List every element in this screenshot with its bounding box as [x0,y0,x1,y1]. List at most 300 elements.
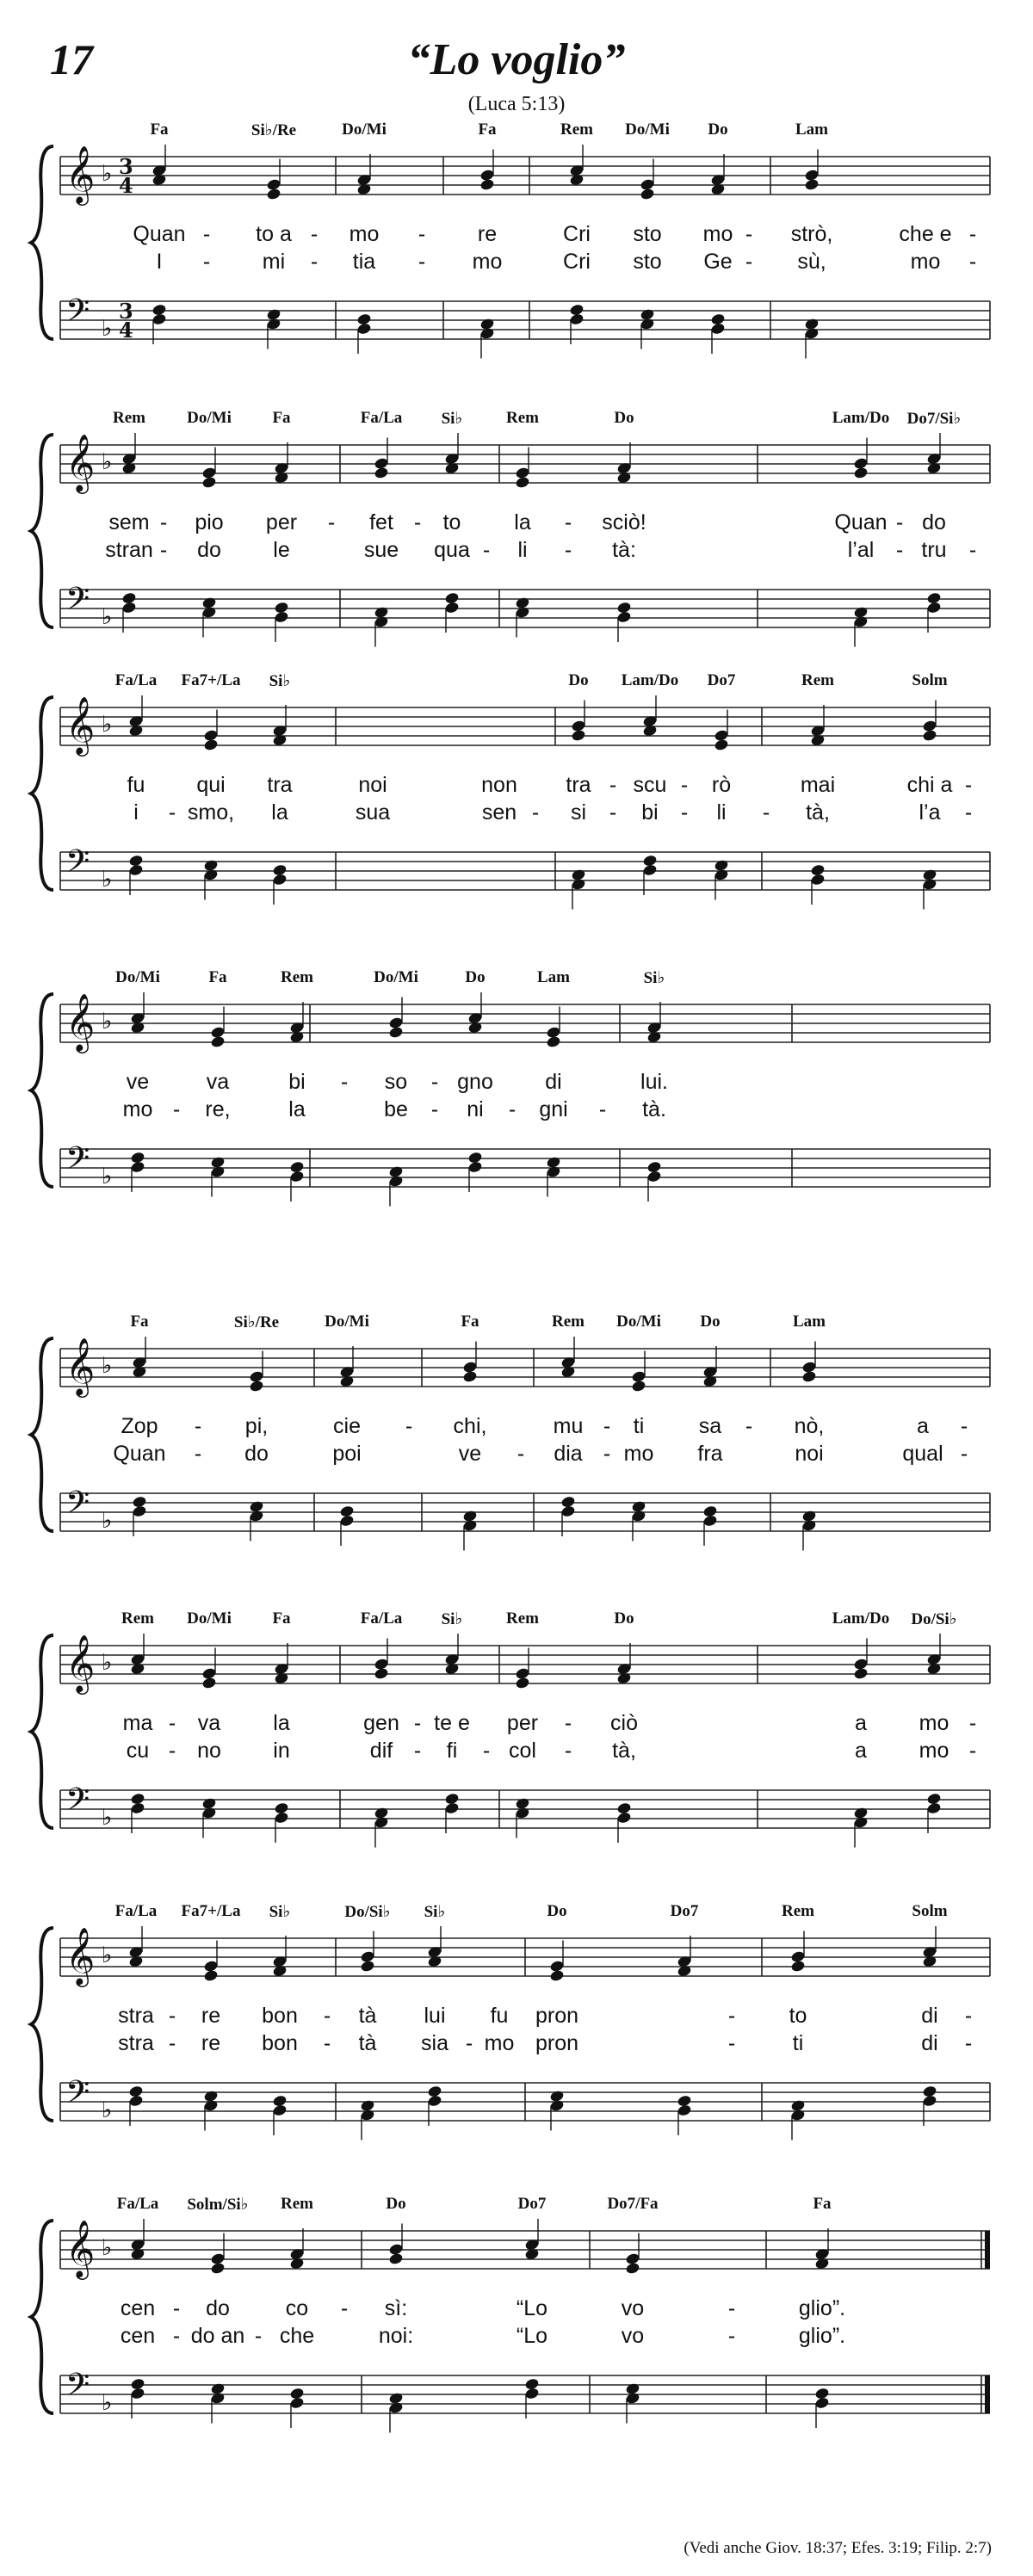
lyric-syllable: - [168,2031,176,2055]
key-signature-flat-icon: ♭ [102,1009,113,1035]
key-signature-flat-icon: ♭ [102,1943,113,1968]
lyric-syllable: poi [332,1442,362,1466]
lyric-syllable: - [194,1442,202,1466]
lyric-syllable: - [968,538,977,562]
music-system [0,2195,1033,2496]
lyric-syllable: to [789,2004,807,2028]
treble-staff [60,145,990,206]
lyric-syllable: fet [369,510,393,534]
lyric-syllable: Quan [834,510,888,534]
lyric-syllable: sù, [797,250,826,274]
treble-staff [60,1337,990,1398]
lyric-syllable: - [430,1070,439,1094]
lyric-syllable: to [442,510,461,534]
lyric-syllable: re [201,2031,221,2055]
lyric-syllable: tra [566,773,591,797]
lyric-syllable: - [168,2004,176,2028]
lyrics-verse-2 [0,2031,1033,2060]
key-signature-flat-icon: ♭ [102,1508,113,1534]
lyric-syllable: non [481,773,517,797]
lyric-syllable: mo [910,250,941,274]
lyric-syllable: - [960,1414,968,1438]
key-signature-flat-icon: ♭ [102,2390,113,2416]
lyric-syllable: - [465,2031,473,2055]
lyric-syllable: sa [698,1414,722,1438]
lyric-syllable: tà, [612,1739,636,1763]
lyric-syllable: ti [633,1414,645,1438]
lyric-syllable: to a [256,222,292,246]
bass-clef-icon: 𝄢 [65,293,90,337]
lyric-syllable: a [917,1414,929,1438]
chord-symbol: Si♭/Re [233,1313,280,1331]
lyric-syllable: Cri [563,250,591,274]
chord-symbol: Do [386,2195,406,2213]
lyric-syllable: do [922,510,946,534]
lyric-syllable: ciò [610,1711,638,1735]
chord-symbol: Do/Mi [187,409,232,427]
lyric-syllable: va [197,1711,221,1735]
lyric-syllable: - [323,2004,331,2028]
lyric-syllable: - [413,510,422,534]
lyric-syllable: dif [369,1739,393,1763]
lyric-syllable: sciò! [602,510,646,534]
chord-symbol: Fa7+/La [181,1902,241,1920]
lyric-syllable: mi [262,250,286,274]
lyrics-verse-1 [0,1711,1033,1740]
chord-symbol: Lam [793,1313,826,1331]
treble-clef-icon: 𝄞 [65,1926,96,1985]
lyrics-verse-2 [0,800,1033,830]
lyric-syllable: tà. [642,1097,666,1121]
bass-clef-icon: 𝄢 [65,2367,90,2411]
lyric-syllable: ve [126,1070,150,1094]
lyric-syllable: - [531,800,540,825]
lyric-syllable: sto [633,222,662,246]
lyric-syllable: - [202,250,211,274]
lyric-syllable: a [855,1711,867,1735]
lyrics-verse-2 [0,538,1033,567]
lyric-syllable: fra [697,1442,723,1466]
chord-symbol: Do/Mi [187,1609,232,1628]
lyric-syllable: tra [267,773,293,797]
lyric-syllable: noi: [378,2324,414,2348]
lyric-syllable: chi, [453,1414,487,1438]
lyric-syllable: cen [120,2296,156,2320]
lyric-syllable: - [964,773,973,797]
key-signature-flat-icon: ♭ [102,604,113,630]
chord-symbol: Do [614,1609,634,1628]
svg-text:4: 4 [119,173,133,198]
lyric-syllable: che [279,2324,315,2348]
lyrics-verse-1 [0,2004,1033,2033]
lyric-syllable: tà [358,2031,377,2055]
chord-symbol: Si♭ [269,1903,291,1921]
chord-symbol: Do7 [707,671,736,689]
chord-symbol: Do7 [670,1902,699,1920]
key-signature-flat-icon: ♭ [102,1650,113,1676]
chord-symbol: Si♭ [441,1610,463,1628]
chord-symbol: Rem [560,120,593,139]
lyric-syllable: - [745,250,753,274]
lyric-syllable: - [727,2031,736,2055]
lyric-syllable: - [964,2031,973,2055]
lyric-syllable: per [265,510,298,534]
chord-symbol: Si♭ [441,410,463,428]
lyric-syllable: ve [458,1442,482,1466]
lyric-syllable: glio”. [798,2324,846,2348]
lyrics-verse-1 [0,1414,1033,1443]
lyric-syllable: - [968,1739,977,1763]
lyric-syllable: do [197,538,221,562]
lyric-syllable: le [273,538,290,562]
lyric-syllable: stra [118,2004,154,2028]
lyrics-verse-1 [0,1070,1033,1099]
lyrics-verse-2 [0,1739,1033,1768]
treble-staff [60,992,990,1053]
bass-clef-icon: 𝄢 [65,1782,90,1825]
chord-symbol: Fa [813,2195,832,2213]
lyric-syllable: - [159,538,168,562]
chord-symbol: Do [568,671,589,689]
lyric-syllable: “Lo [516,2296,548,2320]
lyric-syllable: in [273,1739,290,1763]
lyric-syllable: - [172,2324,181,2348]
chord-symbol: Do/Mi [616,1313,661,1331]
lyric-syllable: vo [621,2296,645,2320]
lyric-syllable: l’al [847,538,875,562]
lyric-syllable: nò, [794,1414,825,1438]
lyric-syllable: mo [702,222,733,246]
lyric-syllable: - [609,773,617,797]
chord-symbol: Fa [130,1313,149,1331]
chord-symbol: Do [708,120,728,139]
lyric-syllable: la [288,1097,306,1121]
bass-clef-icon: 𝄢 [65,1485,90,1529]
footnote-references: (Vedi anche Giov. 18:37; Efes. 3:19; Filip. 2:7) [684,2539,992,2557]
treble-staff [60,695,990,757]
chord-symbol: Fa [461,1313,479,1331]
chord-symbol: Rem [281,968,313,986]
lyric-syllable: mo [122,1097,153,1121]
lyric-syllable: qual [902,1442,943,1466]
key-signature-flat-icon: ♭ [102,712,113,738]
lyric-syllable: la [514,510,531,534]
lyric-syllable: mo [919,1739,949,1763]
lyric-syllable: - [310,222,319,246]
lyric-syllable: Cri [563,222,591,246]
lyric-syllable: re [201,2004,221,2028]
key-signature-flat-icon: ♭ [102,316,113,342]
lyric-syllable: pron [535,2004,579,2028]
lyric-syllable: qui [196,773,226,797]
lyric-syllable: - [516,1442,525,1466]
lyric-syllable: - [159,510,168,534]
lyric-syllable: - [895,510,904,534]
lyric-syllable: - [598,1097,607,1121]
lyric-syllable: - [727,2324,736,2348]
lyric-syllable: di [545,1070,562,1094]
lyric-syllable: - [194,1414,202,1438]
lyric-syllable: - [609,800,617,825]
lyric-syllable: te e [434,1711,470,1735]
lyric-syllable: fu [490,2004,509,2028]
lyric-syllable: mo [623,1442,654,1466]
bass-staff [60,2367,990,2416]
chord-symbol: Rem [506,409,539,427]
scripture-reference: (Luca 5:13) [467,93,566,115]
lyric-syllable: mo [349,222,380,246]
chord-symbol: Fa/La [114,1902,158,1920]
chord-symbol: Fa [272,409,291,427]
lyric-syllable: fi [446,1739,458,1763]
music-system [0,1313,1033,1614]
lyric-syllable: sem [108,510,150,534]
lyric-syllable: re [477,222,498,246]
chord-symbol: Do/Si♭ [911,1610,957,1628]
music-system [0,968,1033,1269]
lyric-syllable: - [603,1414,611,1438]
music-system [0,1902,1033,2203]
chord-symbol: Fa [208,968,227,986]
lyric-syllable: li [716,800,727,825]
lyric-syllable: cen [120,2324,156,2348]
lyrics-verse-2 [0,1442,1033,1471]
chord-symbol: Do/Mi [374,968,418,986]
key-signature-flat-icon: ♭ [102,161,113,187]
lyric-syllable: - [960,1442,968,1466]
chord-symbol: Rem [801,671,834,689]
lyric-syllable: scu [633,773,667,797]
music-system [0,120,1033,422]
lyric-syllable: che e [899,222,952,246]
lyric-syllable: tà [358,2004,377,2028]
svg-text:3: 3 [119,299,133,324]
lyric-syllable: fu [127,773,145,797]
lyric-syllable: - [327,510,336,534]
lyric-syllable: - [564,510,572,534]
treble-clef-icon: 𝄞 [65,1634,96,1692]
lyric-syllable: - [340,1070,349,1094]
chord-symbol: Do/Mi [625,120,670,139]
key-signature-flat-icon: ♭ [102,1164,113,1189]
chord-symbol: Rem [121,1609,154,1628]
treble-clef-icon: 𝄞 [65,992,96,1051]
chord-symbol: Do/Mi [115,968,160,986]
chord-symbol: Rem [506,1609,539,1628]
lyric-syllable: - [482,1739,491,1763]
lyric-syllable: bi [288,1070,306,1094]
lyric-syllable: gen [363,1711,399,1735]
treble-clef-icon: 𝄞 [65,2219,96,2277]
lyric-syllable: noi [358,773,387,797]
chord-symbol: Fa/La [360,1609,403,1628]
chord-symbol: Do7/Fa [607,2195,659,2213]
lyric-syllable: - [168,800,176,825]
lyric-syllable: stra [118,2031,154,2055]
chord-symbol: Rem [281,2195,313,2213]
lyric-syllable: col [509,1739,536,1763]
lyric-syllable: - [482,538,491,562]
lyric-syllable: per [506,1711,539,1735]
lyric-syllable: sue [363,538,399,562]
music-system [0,671,1033,973]
chord-symbol: Do/Mi [325,1313,369,1331]
lyric-syllable: do [206,2296,230,2320]
lyric-syllable: lui. [640,1070,668,1094]
lyric-syllable: mo [919,1711,949,1735]
bass-clef-icon: 𝄢 [65,581,90,625]
lyric-syllable: no [197,1739,221,1763]
lyric-syllable: ni [467,1097,484,1121]
key-signature-flat-icon: ♭ [102,867,113,893]
bass-staff [60,843,990,893]
music-system [0,409,1033,710]
chord-symbol: Solm [912,671,948,689]
lyric-syllable: - [968,250,977,274]
chord-symbol: Si♭ [424,1903,446,1921]
music-system [0,1609,1033,1911]
lyric-syllable: - [413,1711,422,1735]
lyric-syllable: do an [190,2324,245,2348]
chord-symbol: Do [614,409,634,427]
bass-clef-icon: 𝄢 [65,2074,90,2118]
hymn-title: “Lo voglio” [407,35,626,84]
svg-text:3: 3 [119,154,133,179]
bass-clef-icon: 𝄢 [65,1140,90,1184]
treble-staff [60,1926,990,1987]
chord-symbol: Do/Mi [342,120,387,139]
lyric-syllable: mo [484,2031,515,2055]
lyric-syllable: a [855,1739,867,1763]
lyrics-verse-1 [0,510,1033,540]
chord-symbol: Fa [478,120,497,139]
chord-symbol: Fa [272,1609,291,1628]
chord-symbol: Do7/Si♭ [906,410,962,428]
lyric-syllable: - [727,2296,736,2320]
lyric-syllable: tia [352,250,376,274]
lyric-syllable: ti [792,2031,804,2055]
lyric-syllable: - [745,1414,753,1438]
lyric-syllable: Quan [133,222,186,246]
lyric-syllable: sen [481,800,517,825]
lyrics-verse-1 [0,222,1033,251]
chord-symbol: Do7 [517,2195,547,2213]
chord-symbol: Do [465,968,486,986]
lyric-syllable: la [271,800,288,825]
lyric-syllable: - [254,2324,263,2348]
chord-symbol: Lam/Do [621,671,679,689]
lyric-syllable: gno [457,1070,493,1094]
lyric-syllable: sto [633,250,662,274]
chord-symbol: Fa/La [114,671,158,689]
lyric-syllable: bon [262,2004,298,2028]
lyric-syllable: Zop [121,1414,158,1438]
treble-staff [60,2219,990,2280]
lyric-syllable: - [727,2004,736,2028]
lyric-syllable: - [172,1097,181,1121]
lyric-syllable: so [384,1070,408,1094]
chord-symbol: Fa/La [360,409,403,427]
treble-clef-icon: 𝄞 [65,145,96,203]
lyric-syllable: - [680,773,689,797]
lyric-syllable: l’a [919,800,941,825]
lyric-syllable: i [133,800,139,825]
chord-symbol: Do [700,1313,721,1331]
lyric-syllable: co [285,2296,309,2320]
lyric-syllable: - [680,800,689,825]
lyric-syllable: “Lo [516,2324,548,2348]
lyric-syllable: - [202,222,211,246]
lyric-syllable: Quan [113,1442,166,1466]
chord-symbol: Rem [552,1313,585,1331]
lyric-syllable: - [430,1097,439,1121]
lyric-syllable: re, [205,1097,231,1121]
key-signature-flat-icon: ♭ [102,1353,113,1379]
lyric-syllable: - [168,1739,176,1763]
chord-symbol: Lam/Do [832,409,890,427]
lyric-syllable: mo [472,250,503,274]
lyric-syllable: chi a [906,773,953,797]
key-signature-flat-icon: ♭ [102,449,113,475]
lyric-syllable: - [603,1442,611,1466]
lyric-syllable: pron [535,2031,579,2055]
lyric-syllable: mai [800,773,836,797]
lyric-syllable: di [921,2004,938,2028]
lyric-syllable: - [762,800,770,825]
lyric-syllable: pi, [244,1414,269,1438]
key-signature-flat-icon: ♭ [102,2235,113,2261]
lyric-syllable: - [564,1739,572,1763]
lyric-syllable: - [310,250,319,274]
lyric-syllable: cu [126,1739,150,1763]
treble-clef-icon: 𝄞 [65,433,96,491]
lyric-syllable: - [564,1711,572,1735]
lyric-syllable: noi [795,1442,824,1466]
lyric-syllable: sua [355,800,391,825]
lyric-syllable: vo [621,2324,645,2348]
lyrics-verse-1 [0,773,1033,802]
lyric-syllable: - [168,1711,176,1735]
key-signature-flat-icon: ♭ [102,2097,113,2123]
lyric-syllable: dia [554,1442,583,1466]
chord-symbol: Lam [795,120,828,139]
lyrics-verse-2 [0,1097,1033,1127]
lyric-syllable: - [745,222,753,246]
lyric-syllable: - [968,222,977,246]
lyric-syllable: - [964,2004,973,2028]
key-signature-flat-icon: ♭ [102,1805,113,1831]
lyric-syllable: va [206,1070,230,1094]
chord-symbol: Fa7+/La [181,671,241,689]
lyric-syllable: - [413,1739,422,1763]
bass-staff [60,293,990,343]
lyric-syllable: gni [539,1097,568,1121]
chord-symbol: Do [547,1902,567,1920]
lyric-syllable: la [273,1711,290,1735]
lyric-syllable: bi [641,800,659,825]
lyric-syllable: li [517,538,528,562]
lyric-syllable: - [323,2031,331,2055]
lyric-syllable: - [968,1711,977,1735]
lyric-syllable: strò, [790,222,833,246]
chord-symbol: Si♭ [269,672,291,690]
lyric-syllable: - [508,1097,516,1121]
bass-staff [60,2074,990,2123]
lyric-syllable: tà: [612,538,636,562]
lyric-syllable: glio”. [798,2296,846,2320]
chord-symbol: Fa [150,120,169,139]
lyric-syllable: - [418,250,426,274]
